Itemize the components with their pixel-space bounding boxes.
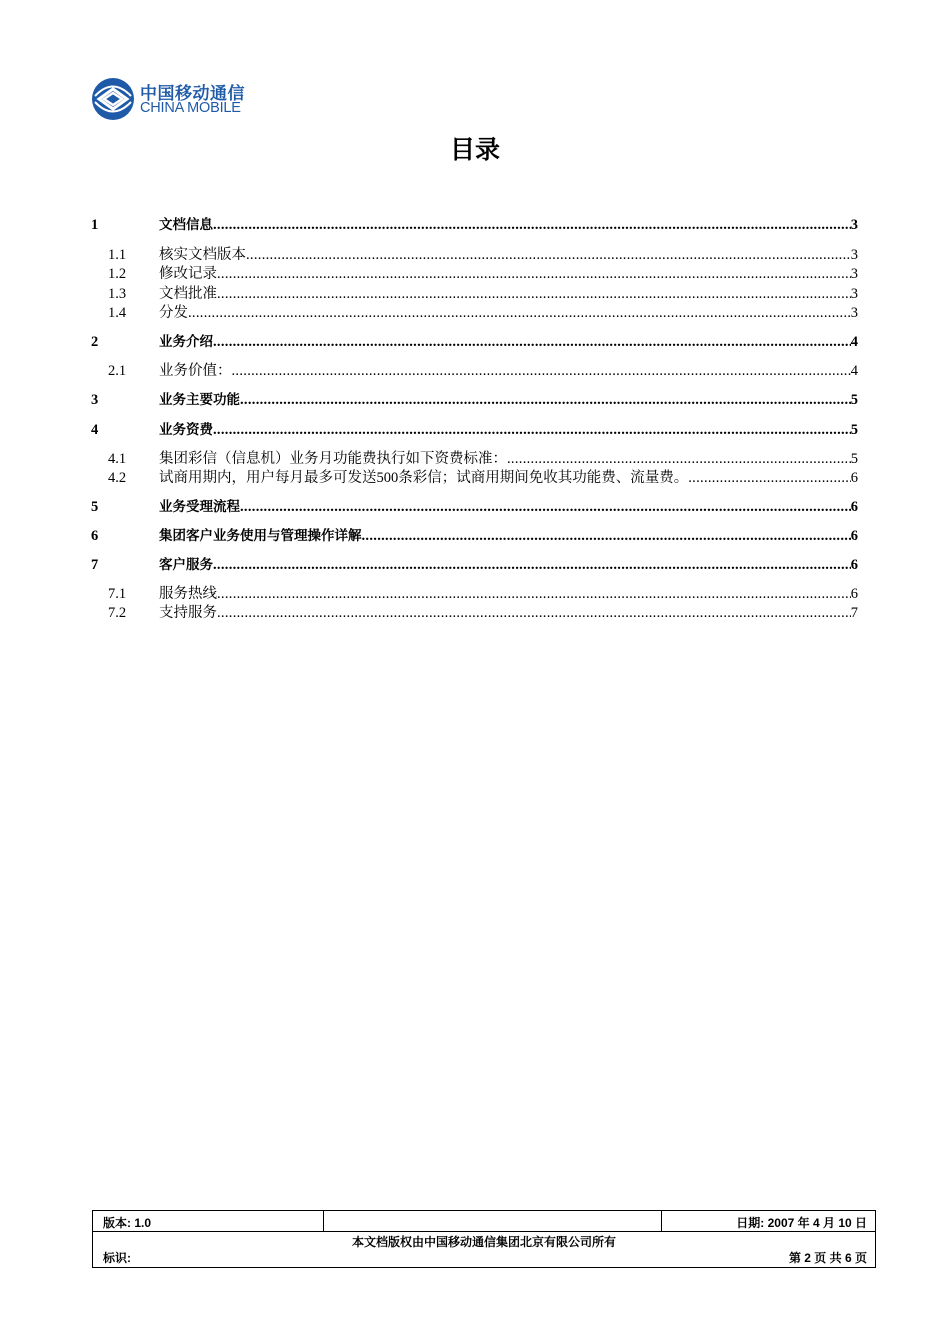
toc-dot-leader [217, 604, 851, 622]
toc-entry-text-row [159, 469, 858, 487]
toc-entry[interactable] [91, 333, 858, 351]
toc-dot-leader [217, 285, 851, 303]
toc-entry[interactable] [91, 362, 858, 380]
toc-entry-text-row [159, 246, 858, 264]
toc-entry-label: 业务价值： [159, 363, 232, 379]
page-title: 目录 [449, 135, 500, 164]
toc-entry-page: 5 [850, 451, 858, 467]
toc-entry[interactable] [91, 556, 858, 574]
toc-entry-label: 业务主要功能 [159, 392, 240, 408]
toc-dot-leader [246, 246, 851, 264]
toc-entry-text-row [159, 391, 858, 409]
toc-entry-label: 客户服务 [159, 557, 213, 573]
footer-page-number: 第 2 页 共 6 页 [788, 1251, 867, 1265]
toc-entry-page: 6 [850, 470, 858, 486]
toc-entry-page: 3 [850, 305, 858, 321]
toc-entry-number: 7 [91, 557, 99, 573]
footer-divider [323, 1211, 324, 1231]
toc-dot-leader [213, 556, 851, 574]
toc-entry[interactable] [91, 450, 858, 468]
toc-entry-page: 4 [850, 363, 858, 379]
footer-top-row [93, 1211, 875, 1232]
toc-entry-text-row [159, 216, 858, 234]
toc-entry-number: 1.3 [108, 286, 127, 302]
toc-entry-page: 6 [850, 557, 858, 573]
toc-entry-text-row [159, 527, 858, 545]
toc-entry[interactable] [91, 421, 858, 439]
toc-entry-number: 3 [91, 392, 99, 408]
toc-entry[interactable] [91, 585, 858, 603]
toc-entry[interactable] [91, 498, 858, 516]
toc-entry-label: 文档批准 [159, 286, 217, 302]
toc-entry-number: 7.2 [108, 605, 127, 621]
footer-date: 日期: 2007 年 4 月 10 日 [736, 1216, 867, 1230]
toc-entry-number: 2 [91, 334, 99, 350]
toc-entry-text-row [159, 304, 858, 322]
toc-entry[interactable] [91, 285, 858, 303]
toc-entry-number: 1.4 [108, 305, 127, 321]
toc-entry[interactable] [91, 391, 858, 409]
toc-entry-page: 5 [850, 422, 858, 438]
toc-dot-leader [688, 469, 851, 487]
toc-entry-label: 核实文档版本 [159, 247, 246, 263]
toc-entry[interactable] [91, 304, 858, 322]
toc-entry-page: 5 [850, 392, 858, 408]
logo-chinese-text: 中国移动通信 [140, 84, 245, 104]
logo-english-text: CHINA MOBILE [140, 100, 241, 116]
toc-entry-label: 集团客户业务使用与管理操作详解 [159, 528, 362, 544]
toc-entry-page: 6 [850, 499, 858, 515]
toc-entry-label: 业务资费 [159, 422, 213, 438]
toc-entry-text-row [159, 450, 858, 468]
toc-dot-leader [507, 450, 851, 468]
company-logo [91, 77, 261, 121]
toc-dot-leader [217, 585, 851, 603]
toc-entry[interactable] [91, 527, 858, 545]
toc-entry-text-row [159, 604, 858, 622]
toc-entry-number: 5 [91, 499, 99, 515]
page-footer [92, 1210, 876, 1268]
toc-entry[interactable] [91, 469, 858, 487]
toc-entry-text-row [159, 265, 858, 283]
toc-entry-number: 7.1 [108, 586, 127, 602]
toc-entry-number: 1 [91, 217, 99, 233]
toc-entry-label: 集团彩信（信息机）业务月功能费执行如下资费标准： [159, 451, 507, 467]
toc-entry-text-row [159, 333, 858, 351]
footer-version: 版本: 1.0 [103, 1216, 152, 1230]
toc-entry[interactable] [91, 246, 858, 264]
toc-entry-label: 试商用期内，用户每月最多可发送500条彩信；试商用期间免收其功能费、流量费。 [159, 470, 689, 486]
toc-dot-leader [188, 304, 851, 322]
toc-entry-page: 3 [850, 266, 858, 282]
toc-entry-label: 业务受理流程 [159, 499, 240, 515]
toc-entry-text-row [159, 362, 858, 380]
toc-entry-label: 修改记录 [159, 266, 217, 282]
toc-entry[interactable] [91, 265, 858, 283]
footer-divider [661, 1211, 662, 1231]
toc-entry-number: 4 [91, 422, 99, 438]
toc-entry-text-row [159, 556, 858, 574]
toc-entry-number: 4.2 [108, 470, 127, 486]
toc-entry-text-row [159, 285, 858, 303]
toc-entry[interactable] [91, 604, 858, 622]
toc-entry-label: 文档信息 [159, 217, 213, 233]
toc-entry-page: 7 [850, 605, 858, 621]
toc-dot-leader [362, 527, 851, 545]
toc-entry-text-row [159, 585, 858, 603]
toc-entry-text-row [159, 498, 858, 516]
toc-entry-number: 1.1 [108, 247, 127, 263]
toc-entry-page: 6 [850, 586, 858, 602]
toc-dot-leader [217, 265, 851, 283]
toc-entry-number: 4.1 [108, 451, 127, 467]
toc-entry-text-row [159, 421, 858, 439]
toc-dot-leader [213, 333, 851, 351]
toc-dot-leader [240, 498, 851, 516]
toc-entry-page: 4 [850, 334, 858, 350]
toc-entry-number: 6 [91, 528, 99, 544]
toc-dot-leader [213, 421, 851, 439]
footer-mark-label: 标识: [103, 1251, 131, 1265]
toc-entry-label: 支持服务 [159, 605, 217, 621]
toc-entry-number: 1.2 [108, 266, 127, 282]
toc-dot-leader [232, 362, 851, 380]
toc-entry-label: 分发 [159, 305, 188, 321]
toc-entry-page: 3 [850, 286, 858, 302]
china-mobile-logo-icon [91, 77, 135, 121]
toc-dot-leader [240, 391, 851, 409]
toc-entry-page: 3 [850, 247, 858, 263]
toc-dot-leader [213, 216, 851, 234]
toc-entry[interactable] [91, 216, 858, 234]
toc-entry-label: 服务热线 [159, 586, 217, 602]
toc-entry-number: 2.1 [108, 363, 127, 379]
toc-entry-label: 业务介绍 [159, 334, 213, 350]
toc-entry-page: 3 [850, 217, 858, 233]
footer-copyright: 本文档版权由中国移动通信集团北京有限公司所有 [351, 1235, 616, 1249]
toc-entry-page: 6 [850, 528, 858, 544]
